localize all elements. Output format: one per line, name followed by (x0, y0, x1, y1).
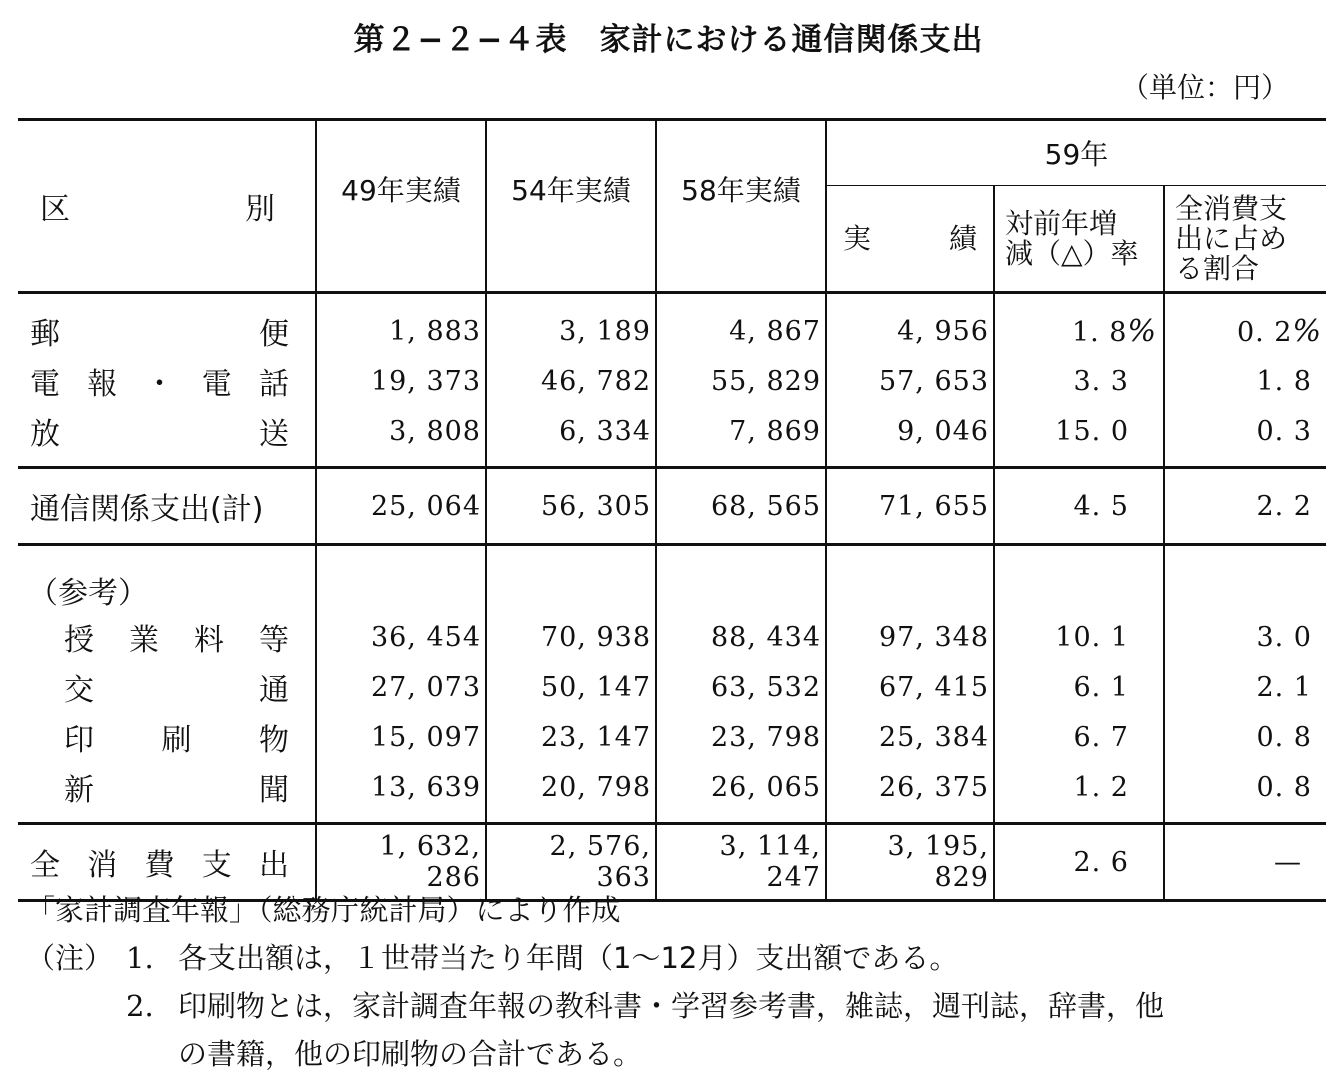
source-note: 「家計調査年報」（総務庁統計局）により作成 (26, 893, 621, 927)
table-row-telegraph-telephone: 電 報 ・ 電 話 19, 373 46, 782 55, 829 57, 653 3. 3 1. 8 (18, 356, 1326, 406)
header-59-change-rate: 対前年増 減（△）率 (994, 186, 1164, 293)
percent-mark: % (1127, 313, 1157, 349)
table-row-broadcast: 放 送 3, 808 6, 334 7, 869 9, 046 15. 0 0. 3 (18, 406, 1326, 468)
data-table-container (18, 118, 1326, 902)
table-row-transport: 交 通 27, 073 50, 147 63, 532 67, 415 6. 1 2. 1 (18, 662, 1326, 712)
header-year-59: 59年 (826, 120, 1326, 186)
table-row-postal: 郵 便 1, 883 3, 189 4, 867 4, 956 1. 8% 0. 2% (18, 293, 1326, 357)
table-title: 第２−２−４表 家計における通信関係支出 (353, 22, 984, 58)
header-category: 区 別 (18, 120, 316, 293)
share-dash: — (1164, 824, 1326, 901)
percent-mark: % (1292, 313, 1322, 349)
table-row-reference-heading: （参考） (18, 545, 1326, 613)
header-59-actual: 実 績 (826, 186, 994, 293)
header-year-58: 58年実績 (656, 120, 826, 293)
header-year-54: 54年実績 (486, 120, 656, 293)
table-row-total-consumption: 全 消 費 支 出 1, 632, 286 2, 576, 363 3, 114, 247 3, 195, 829 2. 6 — (18, 824, 1326, 901)
footnotes (26, 886, 1164, 1078)
table-row-newspaper: 新 聞 13, 639 20, 798 26, 065 26, 375 1. 2 0. 8 (18, 762, 1326, 824)
note-item-2: 2. 印刷物とは，家計調査年報の教科書・学習参考書，雑誌，週刊誌，辞書，他 (126, 989, 1165, 1023)
header-year-49: 49年実績 (316, 120, 486, 293)
header-59-share: 全消費支 出に占め る割合 (1164, 186, 1326, 293)
expenditure-table (18, 118, 1326, 902)
note-item-2-continuation: の書籍，他の印刷物の合計である。 (178, 1037, 643, 1071)
unit-label: （単位：円） (1120, 71, 1289, 104)
note-item-1: （注） 1. 各支出額は，１世帯当たり年間（1〜12月）支出額である。 (26, 941, 959, 975)
table-row-printed-matter: 印 刷 物 15, 097 23, 147 23, 798 25, 384 6. 7 0. 8 (18, 712, 1326, 762)
table-row-communication-total: 通信関係支出(計) 25, 064 56, 305 68, 565 71, 655 4. 5 2. 2 (18, 468, 1326, 545)
table-row-tuition: 授 業 料 等 36, 454 70, 938 88, 434 97, 348 10. 1 3. 0 (18, 612, 1326, 662)
